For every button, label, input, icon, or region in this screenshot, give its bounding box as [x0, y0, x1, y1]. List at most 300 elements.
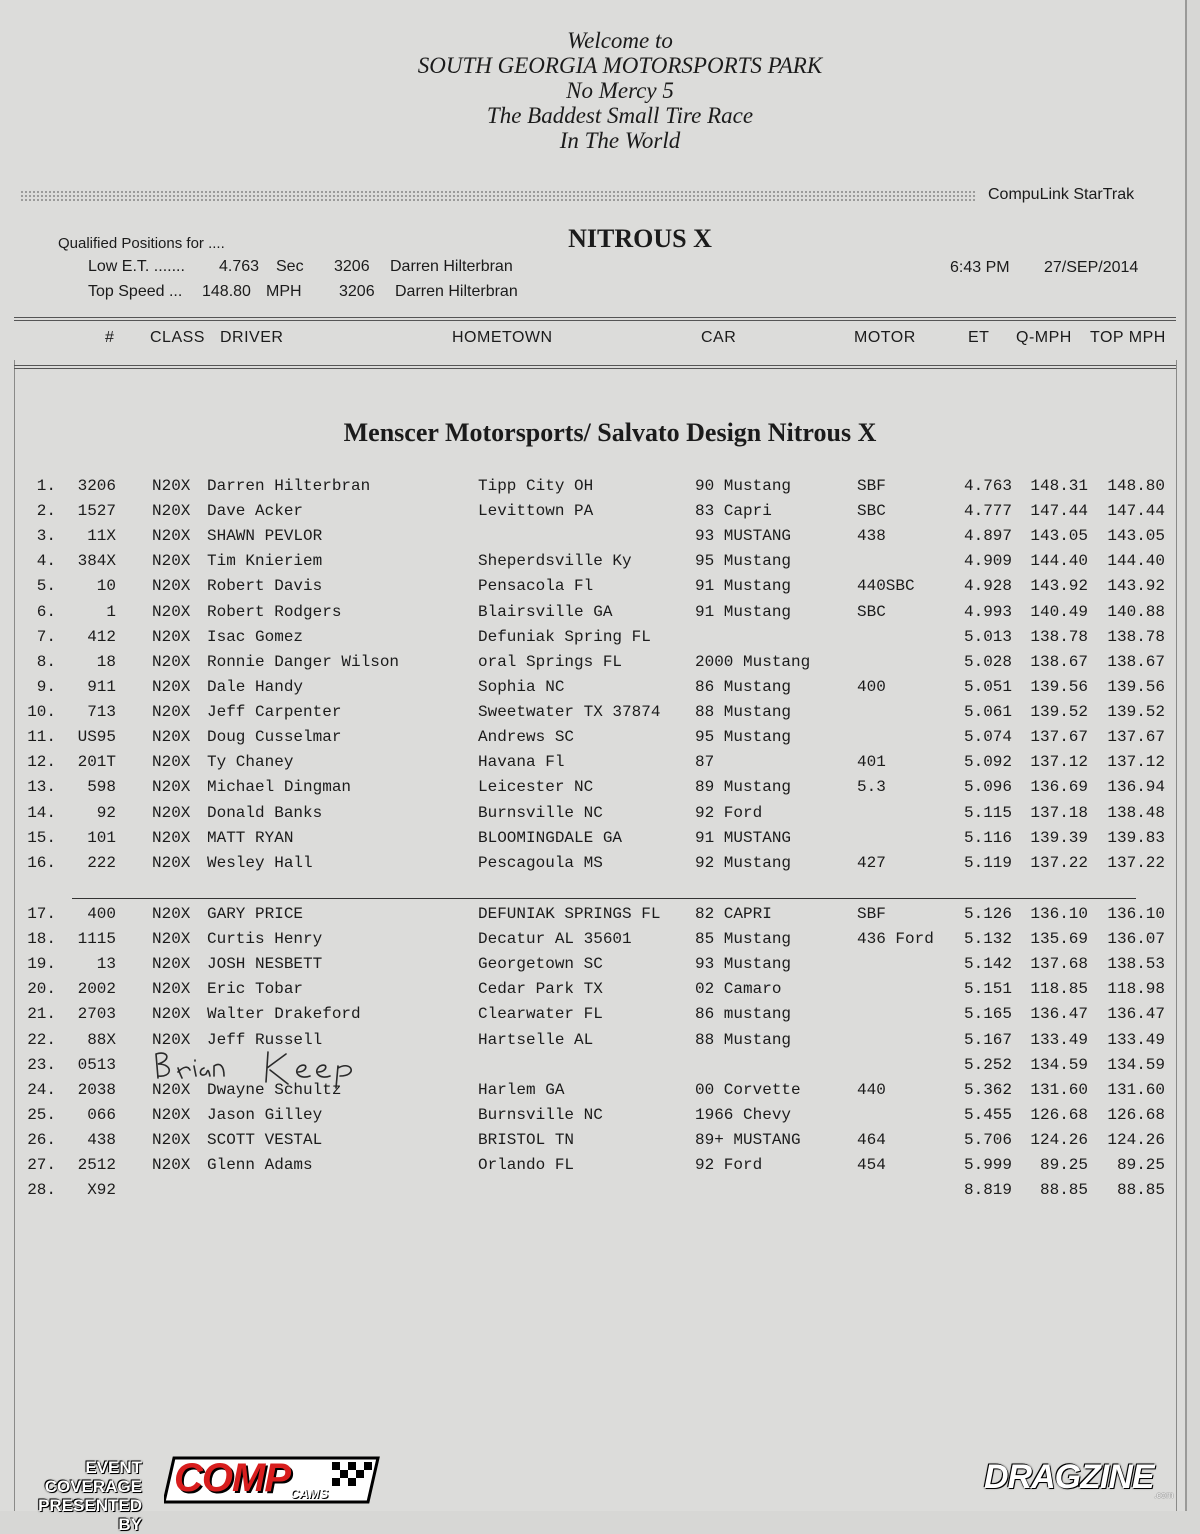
cell-motor: SBC — [857, 602, 886, 621]
cell-class: N20X — [152, 904, 191, 923]
cell-class: N20X — [152, 778, 191, 797]
cell-q-mph: 124.26 — [1030, 1131, 1088, 1149]
cell-hometown: Hartselle AL — [478, 1030, 594, 1049]
cell-car: 82 CAPRI — [695, 904, 772, 923]
table-row — [0, 753, 1185, 778]
cell-car: 88 Mustang — [695, 1030, 792, 1049]
top-speed-driver: Darren Hilterbran — [395, 283, 518, 300]
top-speed-unit: MPH — [266, 283, 302, 300]
cell-car-number: 10 — [96, 577, 116, 596]
cell-class: N20X — [152, 1156, 191, 1175]
cell-motor: 454 — [857, 1156, 886, 1175]
top-speed-value: 148.80 — [202, 283, 251, 300]
header-rule-bottom-2 — [14, 368, 1176, 369]
cell-car: 00 Corvette — [695, 1080, 801, 1099]
cell-class: N20X — [152, 527, 191, 546]
cell-hometown: Tipp City OH — [478, 477, 594, 495]
cell-position: 13. — [27, 778, 56, 797]
cell-driver: Darren Hilterbran — [207, 477, 371, 495]
handwritten-name — [148, 1048, 378, 1092]
report-time: 6:43 PM — [950, 259, 1010, 276]
cell-driver: Tim Knieriem — [207, 552, 323, 571]
cell-q-mph: 143.05 — [1030, 527, 1088, 546]
cell-q-mph: 137.12 — [1030, 753, 1088, 772]
cell-top-mph: 137.12 — [1107, 753, 1165, 772]
welcome-line-5: In The World — [559, 128, 681, 153]
cell-position: 12. — [27, 753, 56, 772]
cell-car: 87 — [695, 753, 715, 772]
cell-hometown: Sheperdsville Ky — [478, 552, 632, 571]
cell-driver: Jeff Carpenter — [207, 703, 342, 722]
cell-class: N20X — [152, 703, 191, 722]
cell-car: 93 Mustang — [695, 955, 792, 974]
cell-et: 8.819 — [963, 1181, 1012, 1200]
event-coverage-badge — [14, 1454, 374, 1534]
cell-class: N20X — [152, 1005, 191, 1024]
cell-position: 8. — [36, 652, 56, 671]
cell-et: 5.455 — [963, 1105, 1012, 1124]
cell-hometown: Pensacola Fl — [478, 577, 594, 596]
cell-position: 6. — [36, 602, 56, 621]
cell-car: 88 Mustang — [695, 703, 792, 722]
cell-et: 5.167 — [963, 1030, 1012, 1049]
cell-top-mph: 118.98 — [1107, 980, 1165, 999]
welcome-line-2: SOUTH GEORGIA MOTORSPORTS PARK — [417, 53, 823, 78]
cell-class: N20X — [152, 1105, 191, 1124]
cell-driver: MATT RYAN — [207, 828, 294, 847]
cell-class: N20X — [152, 728, 191, 747]
cell-q-mph: 136.10 — [1030, 904, 1088, 923]
cell-car: 91 MUSTANG — [695, 828, 792, 847]
cell-et: 5.092 — [963, 753, 1012, 772]
cell-car-number: 1115 — [77, 930, 116, 949]
cell-class: N20X — [152, 552, 191, 571]
cell-position: 22. — [27, 1030, 56, 1049]
cell-car: 02 Camaro — [695, 980, 782, 999]
cell-et: 5.142 — [963, 955, 1012, 974]
cell-class: N20X — [152, 1030, 191, 1049]
cell-position: 17. — [27, 904, 56, 923]
table-row — [0, 1005, 1185, 1030]
cell-top-mph: 137.67 — [1107, 728, 1165, 747]
cell-top-mph: 148.80 — [1107, 477, 1165, 495]
cell-hometown: Andrews SC — [478, 728, 575, 747]
qualified-label: Qualified Positions for .... — [58, 235, 225, 252]
cell-hometown: Pescagoula MS — [478, 853, 603, 872]
table-row — [0, 552, 1185, 577]
cell-class: N20X — [152, 602, 191, 621]
cell-position: 4. — [36, 552, 56, 571]
cell-et: 4.763 — [963, 477, 1012, 495]
cell-top-mph: 139.83 — [1107, 828, 1165, 847]
cell-car: 91 Mustang — [695, 602, 792, 621]
cell-car: 92 Ford — [695, 803, 763, 822]
cell-car: 2000 Mustang — [695, 652, 811, 671]
cell-top-mph: 126.68 — [1107, 1105, 1165, 1124]
cell-class: N20X — [152, 828, 191, 847]
cell-driver: Glenn Adams — [207, 1156, 313, 1175]
cell-et: 5.028 — [963, 652, 1012, 671]
cell-class: N20X — [152, 652, 191, 671]
cell-et: 4.909 — [963, 552, 1012, 571]
cell-q-mph: 137.67 — [1030, 728, 1088, 747]
cell-car-number: 412 — [87, 627, 116, 646]
cell-hometown: Levittown PA — [478, 502, 594, 521]
cell-position: 2. — [36, 502, 56, 521]
comp-logo-text: COMP — [174, 1456, 290, 1500]
class-subtitle: Menscer Motorsports/ Salvato Design Nitrous X — [343, 418, 877, 447]
cell-car-number: 2038 — [77, 1080, 116, 1099]
cell-driver: Isac Gomez — [207, 627, 304, 646]
cell-top-mph: 147.44 — [1107, 502, 1165, 521]
cell-driver: Robert Rodgers — [207, 602, 342, 621]
cell-q-mph: 136.47 — [1030, 1005, 1088, 1024]
cell-hometown: Leicester NC — [478, 778, 594, 797]
cell-position: 5. — [36, 577, 56, 596]
table-row — [0, 477, 1185, 502]
comp-cams-logo — [164, 1454, 382, 1506]
cell-hometown: Georgetown SC — [478, 955, 603, 974]
cell-et: 4.897 — [963, 527, 1012, 546]
cell-top-mph: 134.59 — [1107, 1055, 1165, 1074]
cell-hometown: Cedar Park TX — [478, 980, 603, 999]
cell-driver: Jeff Russell — [207, 1030, 323, 1049]
cell-hometown: Havana Fl — [478, 753, 565, 772]
cell-top-mph: 133.49 — [1107, 1030, 1165, 1049]
cell-car-number: 2512 — [77, 1156, 116, 1175]
low-et-value: 4.763 — [219, 258, 260, 275]
cell-hometown: BLOOMINGDALE GA — [478, 828, 623, 847]
cell-car-number: 1527 — [77, 502, 116, 521]
col-header-car: CAR — [701, 329, 737, 346]
header-rule-top — [14, 317, 1176, 318]
cell-hometown: Orlando FL — [478, 1156, 575, 1175]
table-row — [0, 653, 1185, 678]
cell-driver: GARY PRICE — [207, 904, 304, 923]
cell-q-mph: 137.22 — [1030, 853, 1088, 872]
event-title: NITROUS X — [568, 224, 712, 253]
cell-class: N20X — [152, 1080, 191, 1099]
cell-motor: 427 — [857, 853, 886, 872]
table-row — [0, 577, 1185, 602]
cell-driver: JOSH NESBETT — [207, 955, 323, 974]
cell-et: 5.115 — [963, 803, 1012, 822]
cell-motor: 5.3 — [857, 778, 886, 797]
coverage-line-2: PRESENTED BY — [38, 1496, 142, 1534]
cell-car: 86 Mustang — [695, 677, 792, 696]
cell-class: N20X — [152, 677, 191, 696]
cell-top-mph: 139.56 — [1107, 677, 1165, 696]
table-row — [0, 804, 1185, 829]
cell-car-number: X92 — [87, 1181, 116, 1200]
cell-motor: 436 Ford — [857, 930, 934, 949]
cell-et: 5.074 — [963, 728, 1012, 747]
cell-car-number: 1 — [106, 602, 116, 621]
cell-class: N20X — [152, 853, 191, 872]
cell-et: 5.013 — [963, 627, 1012, 646]
cell-q-mph: 88.85 — [1039, 1181, 1088, 1200]
cell-position: 14. — [27, 803, 56, 822]
cell-driver: Wesley Hall — [207, 853, 313, 872]
col-header-et: ET — [968, 329, 990, 346]
table-row — [0, 1156, 1185, 1181]
cell-q-mph: 136.69 — [1030, 778, 1088, 797]
cell-car-number: 598 — [87, 778, 116, 797]
cell-motor: 401 — [857, 753, 886, 772]
cell-hometown: Harlem GA — [478, 1080, 565, 1099]
cell-car-number: 3206 — [77, 477, 116, 495]
qualifying-cut-line — [72, 898, 1136, 899]
welcome-line-3: No Mercy 5 — [566, 78, 674, 103]
header-rule-top-2 — [14, 320, 1176, 321]
cell-position: 20. — [27, 980, 56, 999]
cell-q-mph: 147.44 — [1030, 502, 1088, 521]
cell-driver: Eric Tobar — [207, 980, 304, 999]
cell-motor: 440SBC — [857, 577, 915, 596]
low-et-unit: Sec — [276, 258, 304, 275]
event-coverage-text — [14, 1458, 142, 1534]
cell-q-mph: 134.59 — [1030, 1055, 1088, 1074]
cell-q-mph: 139.39 — [1030, 828, 1088, 847]
cell-top-mph: 136.94 — [1107, 778, 1165, 797]
cell-hometown: Blairsville GA — [478, 602, 613, 621]
col-header-topmph: TOP MPH — [1090, 329, 1166, 346]
cell-driver: Ronnie Danger Wilson — [207, 652, 400, 671]
table-row — [0, 829, 1185, 854]
cell-driver: Jason Gilley — [207, 1105, 323, 1124]
cell-hometown: Burnsville NC — [478, 803, 603, 822]
report-date: 27/SEP/2014 — [1044, 259, 1139, 276]
cell-class: N20X — [152, 980, 191, 999]
dragzine-domain: .com — [1154, 1490, 1174, 1500]
cell-car-number: 2703 — [77, 1005, 116, 1024]
cell-motor: SBF — [857, 477, 886, 495]
cell-driver: Curtis Henry — [207, 930, 323, 949]
cell-hometown: oral Springs FL — [478, 652, 623, 671]
col-header-driver: DRIVER — [220, 329, 284, 346]
cell-et: 5.706 — [963, 1131, 1012, 1149]
cell-driver: Donald Banks — [207, 803, 323, 822]
cell-position: 11. — [27, 728, 56, 747]
cell-motor: 464 — [857, 1131, 886, 1149]
cell-et: 5.051 — [963, 677, 1012, 696]
cell-car-number: 88X — [87, 1030, 116, 1049]
col-header-hometown: HOMETOWN — [452, 329, 553, 346]
cell-car: 93 MUSTANG — [695, 527, 792, 546]
cell-driver: Walter Drakeford — [207, 1005, 361, 1024]
cell-et: 5.362 — [963, 1080, 1012, 1099]
cell-position: 9. — [36, 677, 56, 696]
cell-q-mph: 137.18 — [1030, 803, 1088, 822]
cell-q-mph: 144.40 — [1030, 552, 1088, 571]
cell-class: N20X — [152, 803, 191, 822]
cell-car: 95 Mustang — [695, 728, 792, 747]
dotted-divider — [20, 190, 975, 202]
cell-hometown: Sophia NC — [478, 677, 565, 696]
cell-car-number: 400 — [87, 904, 116, 923]
welcome-banner — [320, 28, 920, 153]
cell-top-mph: 138.48 — [1107, 803, 1165, 822]
low-et-driver: Darren Hilterbran — [390, 258, 513, 275]
cell-q-mph: 138.67 — [1030, 652, 1088, 671]
cell-car-number: 713 — [87, 703, 116, 722]
cell-class: N20X — [152, 577, 191, 596]
table-row — [0, 1106, 1185, 1131]
cell-position: 7. — [36, 627, 56, 646]
cams-logo-text: CAMS — [290, 1486, 329, 1501]
table-row — [0, 1181, 1185, 1206]
cell-top-mph: 144.40 — [1107, 552, 1165, 571]
cell-et: 5.165 — [963, 1005, 1012, 1024]
cell-hometown: Burnsville NC — [478, 1105, 603, 1124]
cell-driver: Dave Acker — [207, 502, 304, 521]
top-speed-label: Top Speed ... — [88, 283, 183, 300]
cell-et: 5.126 — [963, 904, 1012, 923]
cell-car: 86 mustang — [695, 1005, 792, 1024]
cell-position: 23. — [27, 1055, 56, 1074]
cell-position: 18. — [27, 930, 56, 949]
cell-position: 24. — [27, 1080, 56, 1099]
coverage-line-1: EVENT COVERAGE — [44, 1458, 142, 1496]
cell-motor: 440 — [857, 1080, 886, 1099]
cell-position: 3. — [36, 527, 56, 546]
cell-car: 89 Mustang — [695, 778, 792, 797]
cell-et: 5.252 — [963, 1055, 1012, 1074]
cell-q-mph: 143.92 — [1030, 577, 1088, 596]
table-row — [0, 955, 1185, 980]
table-row — [0, 854, 1185, 879]
cell-motor: SBF — [857, 904, 886, 923]
cell-position: 1. — [36, 477, 56, 495]
col-header-motor: MOTOR — [854, 329, 916, 346]
cell-driver: SHAWN PEVLOR — [207, 527, 323, 546]
low-et-number: 3206 — [334, 258, 370, 275]
cell-car: 91 Mustang — [695, 577, 792, 596]
table-row — [0, 527, 1185, 552]
cell-hometown: BRISTOL TN — [478, 1131, 575, 1149]
cell-car-number: 438 — [87, 1131, 116, 1149]
cell-class: N20X — [152, 1131, 191, 1149]
table-row — [0, 703, 1185, 728]
cell-q-mph: 139.56 — [1030, 677, 1088, 696]
cell-car: 92 Ford — [695, 1156, 763, 1175]
cell-top-mph: 140.88 — [1107, 602, 1165, 621]
cell-top-mph: 136.47 — [1107, 1005, 1165, 1024]
timing-system-label: CompuLink StarTrak — [988, 186, 1135, 203]
cell-hometown: DEFUNIAK SPRINGS FL — [478, 904, 661, 923]
col-header-qmph: Q-MPH — [1016, 329, 1072, 346]
cell-top-mph: 124.26 — [1107, 1131, 1165, 1149]
cell-class: N20X — [152, 955, 191, 974]
cell-car: 92 Mustang — [695, 853, 792, 872]
cell-top-mph: 138.67 — [1107, 652, 1165, 671]
table-row — [0, 905, 1185, 930]
table-row — [0, 728, 1185, 753]
cell-position: 10. — [27, 703, 56, 722]
cell-position: 15. — [27, 828, 56, 847]
table-row — [0, 603, 1185, 628]
cell-car-number: 101 — [87, 828, 116, 847]
cell-position: 16. — [27, 853, 56, 872]
cell-position: 26. — [27, 1131, 56, 1149]
top-speed-number: 3206 — [339, 283, 375, 300]
cell-q-mph: 126.68 — [1030, 1105, 1088, 1124]
cell-car-number: 11X — [87, 527, 116, 546]
cell-hometown: Sweetwater TX 37874 — [478, 703, 661, 722]
cell-driver: Doug Cusselmar — [207, 728, 342, 747]
cell-top-mph: 139.52 — [1107, 703, 1165, 722]
cell-car: 89+ MUSTANG — [695, 1131, 801, 1149]
cell-top-mph: 136.07 — [1107, 930, 1165, 949]
cell-q-mph: 135.69 — [1030, 930, 1088, 949]
table-row — [0, 930, 1185, 955]
cell-q-mph: 118.85 — [1030, 980, 1088, 999]
table-row — [0, 980, 1185, 1005]
col-header-num: # — [105, 329, 115, 346]
cell-motor: SBC — [857, 502, 886, 521]
cell-top-mph: 143.05 — [1107, 527, 1165, 546]
cell-car-number: 384X — [77, 552, 116, 571]
cell-position: 21. — [27, 1005, 56, 1024]
cell-motor: 400 — [857, 677, 886, 696]
cell-et: 4.928 — [963, 577, 1012, 596]
cell-top-mph: 131.60 — [1107, 1080, 1165, 1099]
cell-et: 5.151 — [963, 980, 1012, 999]
cell-car-number: 18 — [96, 652, 116, 671]
cell-car: 95 Mustang — [695, 552, 792, 571]
cell-et: 4.777 — [963, 502, 1012, 521]
dragzine-logo-text: DRAGZINE — [984, 1458, 1154, 1496]
cell-driver: Ty Chaney — [207, 753, 294, 772]
cell-top-mph: 136.10 — [1107, 904, 1165, 923]
cell-driver: Dale Handy — [207, 677, 304, 696]
cell-car-number: 222 — [87, 853, 116, 872]
cell-et: 5.119 — [963, 853, 1012, 872]
cell-hometown: Decatur AL 35601 — [478, 930, 632, 949]
cell-car-number: US95 — [77, 728, 116, 747]
cell-driver: Michael Dingman — [207, 778, 352, 797]
table-row — [0, 1131, 1185, 1156]
welcome-line-1: Welcome to — [567, 28, 673, 53]
cell-class: N20X — [152, 753, 191, 772]
cell-class: N20X — [152, 930, 191, 949]
table-row — [0, 678, 1185, 703]
cell-top-mph: 88.85 — [1116, 1181, 1165, 1200]
cell-q-mph: 148.31 — [1030, 477, 1088, 495]
cell-position: 28. — [27, 1181, 56, 1200]
cell-hometown: Clearwater FL — [478, 1005, 603, 1024]
cell-top-mph: 143.92 — [1107, 577, 1165, 596]
cell-q-mph: 138.78 — [1030, 627, 1088, 646]
cell-car-number: 201T — [77, 753, 116, 772]
cell-et: 4.993 — [963, 602, 1012, 621]
cell-car: 83 Capri — [695, 502, 772, 521]
cell-q-mph: 140.49 — [1030, 602, 1088, 621]
cell-q-mph: 131.60 — [1030, 1080, 1088, 1099]
cell-hometown: Defuniak Spring FL — [478, 627, 651, 646]
dragzine-logo — [984, 1458, 1194, 1498]
table-row — [0, 628, 1185, 653]
cell-position: 25. — [27, 1105, 56, 1124]
cell-car-number: 066 — [87, 1105, 116, 1124]
cell-top-mph: 138.53 — [1107, 955, 1165, 974]
cell-motor: 438 — [857, 527, 886, 546]
low-et-label: Low E.T. ....... — [88, 258, 185, 275]
cell-class: N20X — [152, 502, 191, 521]
cell-q-mph: 139.52 — [1030, 703, 1088, 722]
cell-q-mph: 137.68 — [1030, 955, 1088, 974]
cell-position: 19. — [27, 955, 56, 974]
